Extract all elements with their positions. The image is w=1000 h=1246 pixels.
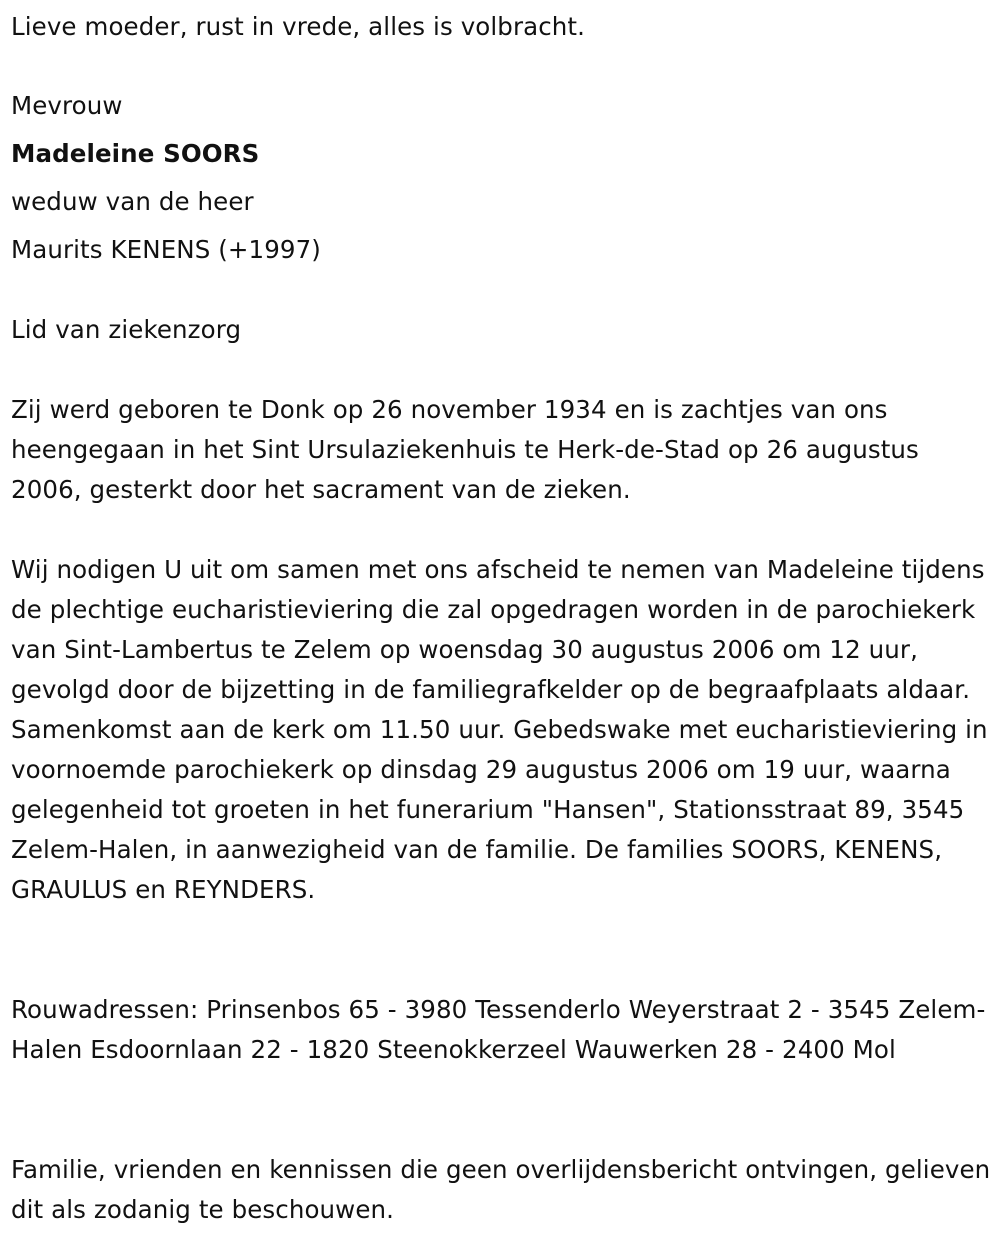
closing-paragraph: Familie, vrienden en kennissen die geen overlijdensbericht ontvingen, gelieven dit als zodanig te beschouwen. — [11, 1155, 991, 1224]
invitation-paragraph: Wij nodigen U uit om samen met ons afscheid te nemen van Madeleine tijdens de plechtige eucharistieviering die zal opgedragen worden in de parochiekerk van Sint-Lambertus te Zelem op woensdag 30 augustus 2006 om 12 uur, gevolgd door de bijzetting in de familiegrafkelder op de begraafplaats aldaar. Samenkomst aan de kerk om 11.50 uur. Gebedswake met eucharistieviering in voornoemde parochiekerk op dinsdag 29 augustus 2006 om 19 uur, waarna gelegenheid tot groeten in het funerarium "Hansen", Stationsstraat 89, 3545 Zelem-Halen, in aanwezigheid van de familie. De families SOORS, KENENS, GRAULUS en REYNDERS. — [11, 555, 988, 904]
salutation: Mevrouw — [11, 91, 123, 120]
spouse-name: Maurits KENENS (+1997) — [11, 235, 321, 264]
widow-of-line: weduw van de heer — [11, 187, 254, 216]
deceased-name: Madeleine SOORS — [11, 139, 260, 168]
membership-line: Lid van ziekenzorg — [11, 315, 242, 344]
opening-line: Lieve moeder, rust in vrede, alles is volbracht. — [11, 12, 586, 41]
addresses-paragraph: Rouwadressen: Prinsenbos 65 - 3980 Tessenderlo Weyerstraat 2 - 3545 Zelem-Halen Esdoornlaan 22 - 1820 Steenokkerzeel Wauwerken 28 - 2400 Mol — [11, 995, 986, 1064]
birth-death-paragraph: Zij werd geboren te Donk op 26 november 1934 en is zachtjes van ons heengegaan in het Sint Ursulaziekenhuis te Herk-de-Stad op 26 augustus 2006, gesterkt door het sacrament van de zieken. — [11, 395, 919, 504]
